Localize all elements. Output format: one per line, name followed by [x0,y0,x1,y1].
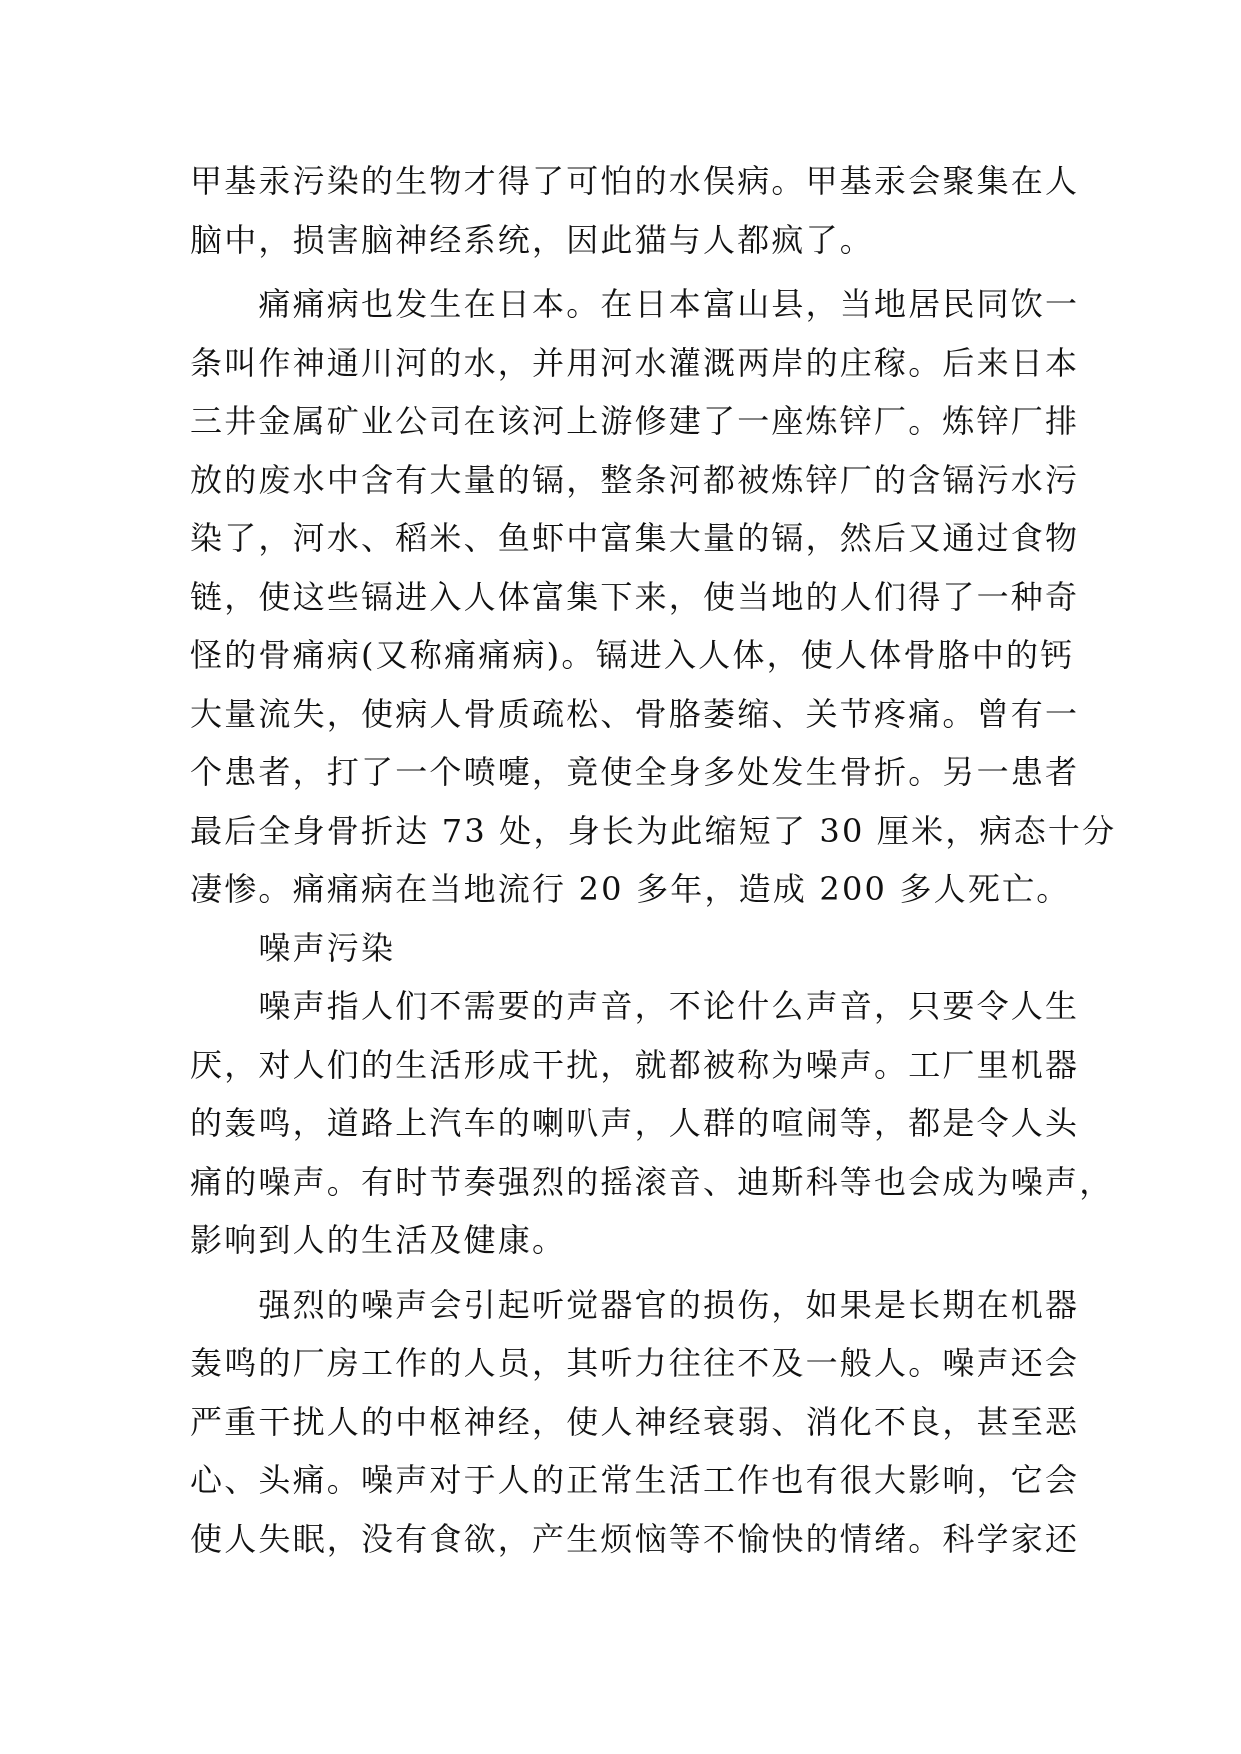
text-line: 严重干扰人的中枢神经，使人神经衰弱、消化不良，甚至恶 [190,1402,1080,1441]
text-line: 最后全身骨折达 73 处，身长为此缩短了 30 厘米，病态十分 [190,811,1117,850]
section-heading-noise-pollution [190,919,1052,978]
text-line: 使人失眠，没有食欲，产生烦恼等不愉快的情绪。科学家还 [190,1519,1080,1558]
document-body [190,152,1117,1568]
text-line: 痛的噪声。有时节奏强烈的摇滚音、迪斯科等也会成为噪声， [190,1162,1114,1201]
paragraph-noise-definition [190,977,1114,1270]
text-line: 脑中，损害脑神经系统，因此猫与人都疯了。 [190,220,875,259]
text-line: 强烈的噪声会引起听觉器官的损伤，如果是长期在机器 [190,1285,1080,1324]
text-line: 大量流失，使病人骨质疏松、骨胳萎缩、关节疼痛。曾有一 [190,694,1080,733]
text-line: 噪声指人们不需要的声音，不论什么声音，只要令人生 [190,987,1080,1025]
text-line: 的轰鸣，道路上汽车的喇叭声，人群的喧闹等，都是令人头 [190,1104,1080,1142]
text-line: 条叫作神通川河的水，并用河水灌溉两岸的庄稼。后来日本 [190,343,1080,382]
paragraph-minamata-continuation [190,152,1080,269]
text-line: 链，使这些镉进入人体富集下来，使当地的人们得了一种奇 [190,577,1080,616]
text-line: 影响到人的生活及健康。 [190,1221,567,1259]
paragraph-noise-effects [190,1276,1080,1569]
text-line: 三井金属矿业公司在该河上游修建了一座炼锌厂。炼锌厂排 [190,402,1080,440]
text-line: 怪的骨痛病(又称痛痛病)。镉进入人体，使人体骨胳中的钙 [190,636,1075,674]
text-line: 痛痛病也发生在日本。在日本富山县，当地居民同饮一 [190,285,1080,323]
text-line: 染了，河水、稻米、鱼虾中富集大量的镉，然后又通过食物 [190,519,1080,557]
text-line: 心、头痛。噪声对于人的正常生活工作也有很大影响，它会 [190,1461,1080,1499]
heading-line: 噪声污染 [190,928,396,967]
paragraph-itai-itai-disease [190,275,1117,919]
text-line: 放的废水中含有大量的镉，整条河都被炼锌厂的含镉污水污 [190,460,1080,499]
text-line: 甲基汞污染的生物才得了可怕的水俣病。甲基汞会聚集在人 [190,162,1080,200]
text-line: 个患者，打了一个喷嚏，竟使全身多处发生骨折。另一患者 [190,753,1080,791]
text-line: 轰鸣的厂房工作的人员，其听力往往不及一般人。噪声还会 [190,1344,1080,1382]
text-line: 厌，对人们的生活形成干扰，就都被称为噪声。工厂里机器 [190,1045,1080,1084]
text-line: 凄惨。痛痛病在当地流行 20 多年，造成 200 多人死亡。 [190,870,1071,908]
